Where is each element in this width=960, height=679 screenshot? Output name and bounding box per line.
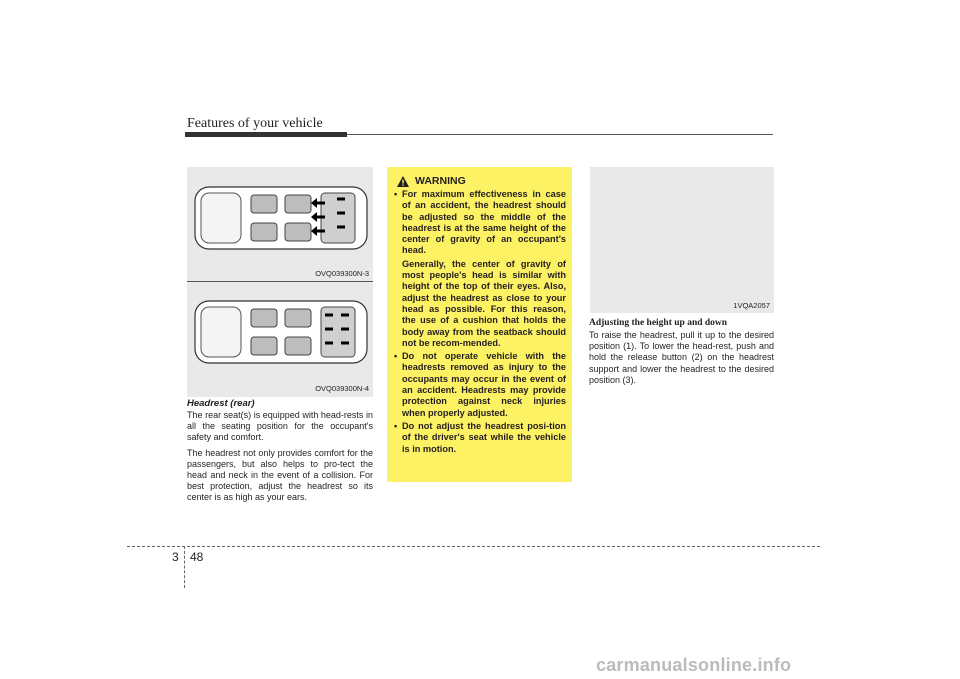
warning-title: WARNING (415, 175, 466, 187)
bullet-icon: • (394, 351, 398, 362)
section-paragraph-2: The headrest not only provides comfort for the passengers, but also helps to pro-tect the head and neck in the event of a collision. For best protection, adjust the headrest so its center is as high as your ears. (187, 447, 373, 503)
footer-rule (127, 546, 820, 547)
warning-header (397, 175, 466, 187)
warning-item: • For maximum effectiveness in case of an accident, the headrest should be adjusted so the middle of the headrest is at the same height of the center of gravity of an occupant's head. (394, 189, 566, 256)
page-number: 48 (190, 550, 204, 564)
warning-item: • Do not operate vehicle with the headrests removed as injury to the occupants may occur in the event of an accident. Headrests may provide protection against neck injuries when properly adjusted. (394, 351, 566, 418)
car-top-view-diagram-1 (193, 179, 369, 257)
image-divider (187, 281, 373, 282)
image-code-right: 1VQA2057 (733, 301, 770, 310)
adjust-instructions: To raise the headrest, pull it up to the desired position (1). To lower the head-rest, push and hold the release button (2) on the headrest support and lower the headrest to the desired position (3). (589, 330, 774, 385)
car-top-view-diagram-2 (193, 295, 369, 371)
warning-list (394, 189, 566, 457)
section-body (187, 410, 373, 508)
page-header-title: Features of your vehicle (187, 116, 323, 131)
header-rule (347, 134, 773, 135)
image-code-bottom: OVQ039300N-4 (315, 384, 369, 393)
section-title: Headrest (rear) (187, 398, 255, 409)
warning-triangle-icon (397, 176, 409, 187)
section-paragraph-1: The rear seat(s) is equipped with head-rests in all the seating position for the occupant's safety and comfort. (187, 410, 373, 443)
bullet-icon: • (394, 420, 398, 431)
headrest-adjust-image (590, 167, 774, 313)
warning-box (387, 167, 572, 482)
seat-diagram-panel (187, 167, 373, 397)
header-bar (185, 132, 347, 137)
footer-divider (184, 546, 185, 588)
adjust-subtitle: Adjusting the height up and down (589, 318, 728, 328)
image-code-top: OVQ039300N-3 (315, 269, 369, 278)
warning-item: Generally, the center of gravity of most people's head is similar with height of the top of their eyes. Also, adjust the headrest as close to your head as possible. For this reason, the use of a cushion that holds the body away from the seatback should not be recom-mended. (402, 258, 566, 348)
warning-item: • Do not adjust the headrest posi-tion of the driver's seat while the vehicle is in motion. (394, 420, 566, 454)
chapter-number: 3 (172, 550, 179, 564)
bullet-icon: • (394, 189, 398, 199)
watermark: carmanualsonline.info (596, 655, 792, 675)
